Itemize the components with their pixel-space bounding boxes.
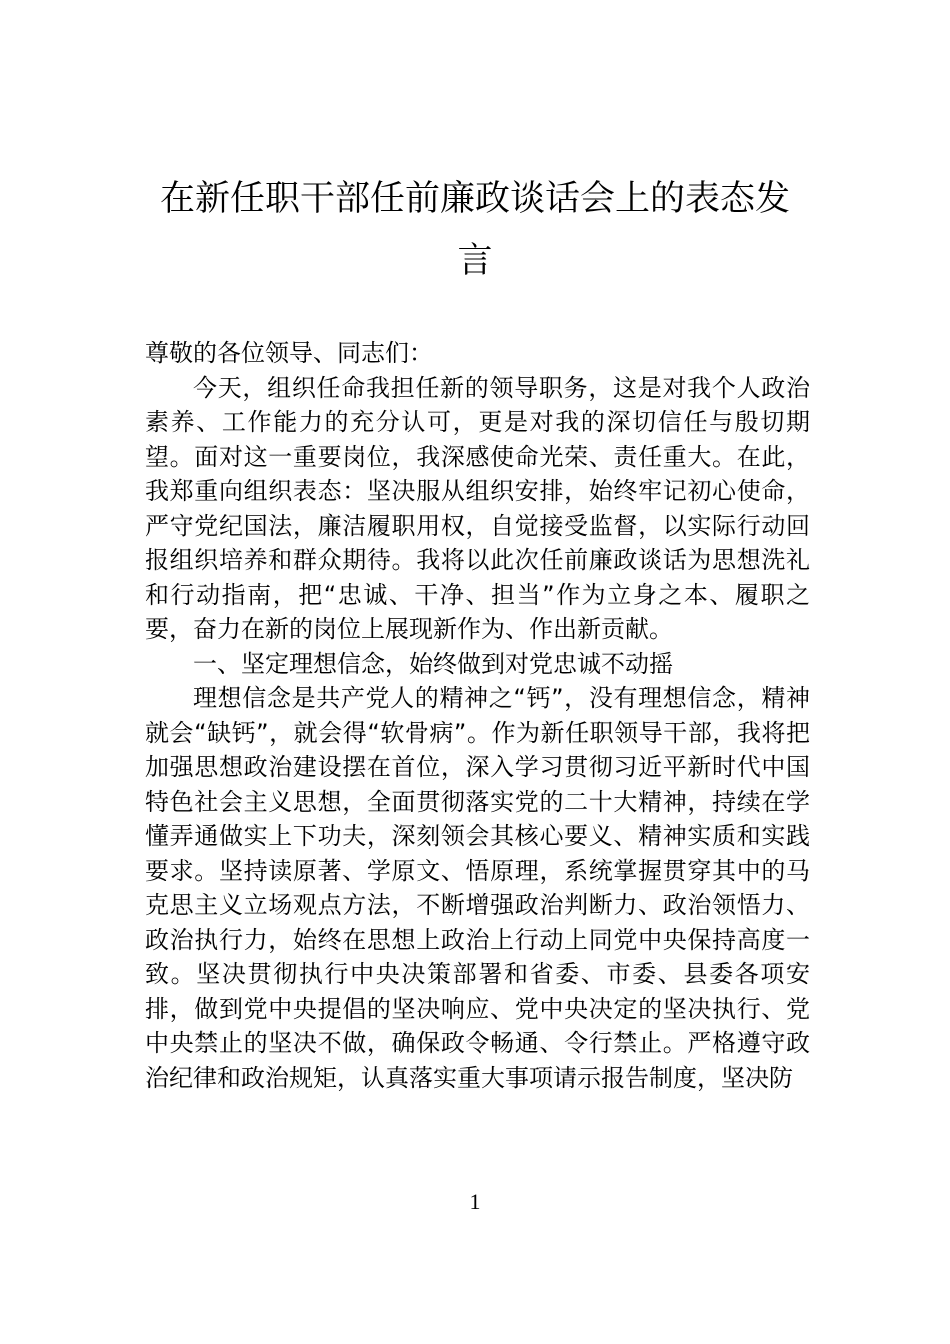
paragraph-intro: 今天，组织任命我担任新的领导职务，这是对我个人政治素养、工作能力的充分认可，更是对我的深切信任与殷切期望。面对这一重要岗位，我深感使命光荣、责任重大。在此，我郑重向组织表态：坚决服从组织安排，始终牢记初心使命，严守党纪国法，廉洁履职用权，自觉接受监督，以实际行动回报组织培养和群众期待。我将以此次任前廉政谈话为思想洗礼和行动指南，把“忠诚、干净、担当”作为立身之本、履职之要，奋力在新的岗位上展现新作为、作出新贡献。 (145, 373, 810, 643)
page-number: 1 (469, 1189, 481, 1214)
section-heading: 一、坚定理想信念，始终做到对党忠诚不动摇 (193, 649, 673, 678)
document-title: 在新任职干部任前廉政谈话会上的表态发言 (159, 179, 790, 281)
paragraph-section-1: 理想信念是共产党人的精神之“钙”，没有理想信念，精神就会“缺钙”，就会得“软骨病”。作为新任职领导干部，我将把加强思想政治建设摆在首位，深入学习贯彻习近平新时代中国特色社会主义思想，全面贯彻落实党的二十大精神，持续在学懂弄通做实上下功夫，深刻领会其核心要义、精神实质和实践要求。坚持读原著、学原文、悟原理，系统掌握贯穿其中的马克思主义立场观点方法，不断增强政治判断力、政治领悟力、政治执行力，始终在思想上政治上行动上同党中央保持高度一致。坚决贯彻执行中央决策部署和省委、市委、县委各项安排，做到党中央提倡的坚决响应、党中央决定的坚决执行、党中央禁止的坚决不做，确保政令畅通、令行禁止。严格遵守政治纪律和政治规矩，认真落实重大事项请示报告制度，坚决防 (145, 684, 810, 1092)
document-body (145, 336, 810, 1095)
salutation: 尊敬的各位领导、同志们： (145, 339, 433, 367)
